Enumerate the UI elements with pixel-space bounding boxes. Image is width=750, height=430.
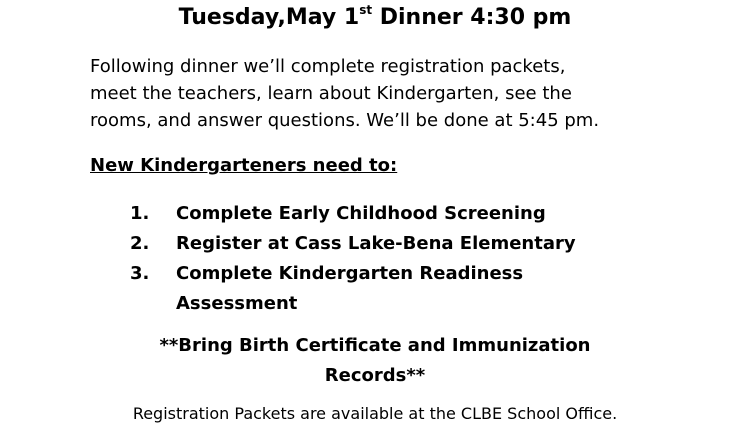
- requirement-line: Complete Early Childhood Screening: [176, 203, 546, 224]
- intro-paragraph: [90, 53, 690, 134]
- intro-line-2: meet the teachers, learn about Kindergarten, see the: [90, 83, 572, 104]
- event-heading: [0, 4, 750, 32]
- requirement-line: Assessment: [176, 293, 298, 314]
- requirement-item: [130, 259, 690, 319]
- requirement-text: [176, 229, 690, 259]
- requirement-item: [130, 229, 690, 259]
- requirement-text: [176, 259, 690, 319]
- footer-note: Registration Packets are available at the CLBE School Office.: [132, 404, 618, 423]
- intro-line-3: rooms, and answer questions. We’ll be done at 5:45 pm.: [90, 110, 600, 131]
- bring-documents-reminder: [0, 331, 750, 391]
- requirement-item: [130, 199, 690, 229]
- requirement-text: [176, 199, 690, 229]
- reminder-line-2: Records**: [324, 365, 426, 386]
- heading-day-date: Tuesday,May 1: [178, 5, 360, 30]
- requirement-line: Complete Kindergarten Readiness: [176, 263, 524, 284]
- heading-ordinal: st: [359, 2, 373, 17]
- requirements-title: New Kindergarteners need to:: [90, 155, 398, 176]
- heading-event-time: Dinner 4:30 pm: [372, 5, 572, 30]
- requirement-number: 1.: [130, 203, 150, 224]
- reminder-line-1: **Bring Birth Certificate and Immunization: [159, 335, 591, 356]
- intro-line-1: Following dinner we’ll complete registration packets,: [90, 56, 566, 77]
- requirements-list: [130, 199, 690, 319]
- requirement-number: 3.: [130, 263, 150, 284]
- requirement-line: Register at Cass Lake-Bena Elementary: [176, 233, 576, 254]
- requirement-number: 2.: [130, 233, 150, 254]
